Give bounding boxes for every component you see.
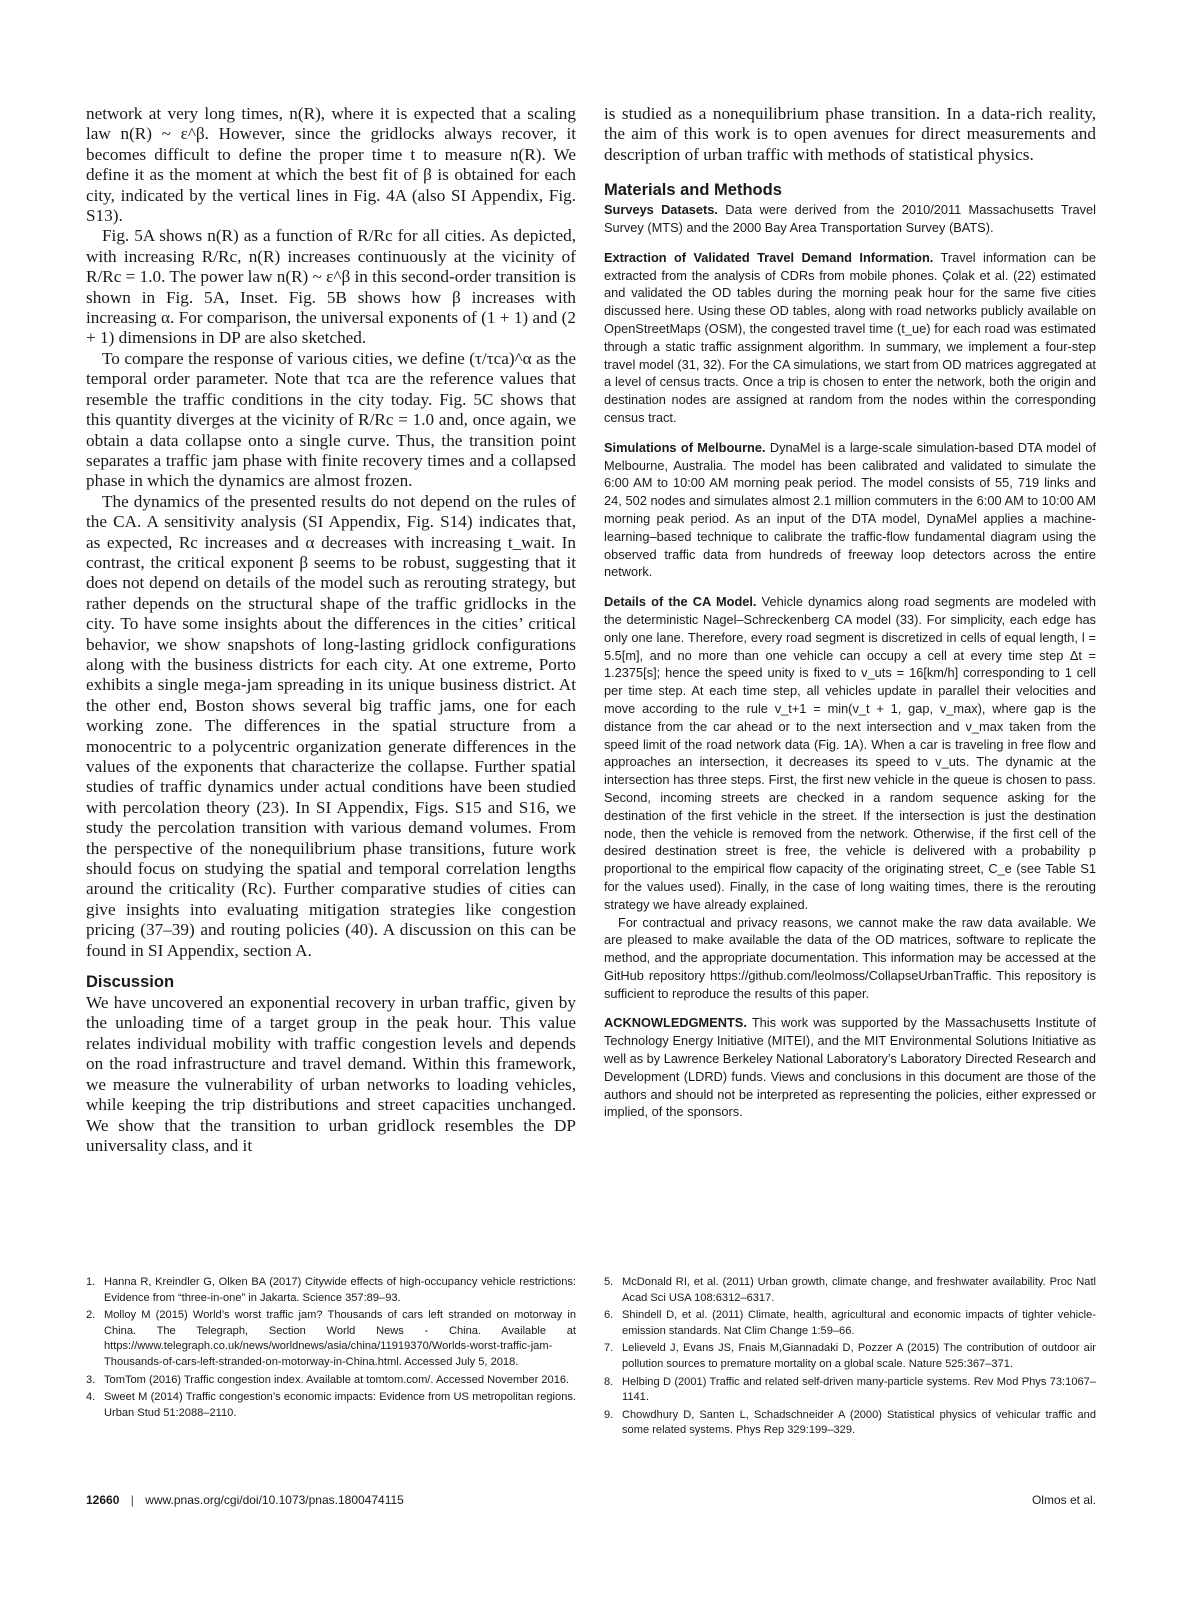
reference-item: 1. Hanna R, Kreindler G, Olken BA (2017) Citywide effects of high-occupancy vehicle restrictions: Evidence from “three-in-one” in Jakarta. Science 357:89–93.	[86, 1276, 576, 1304]
reference-item: 5. McDonald RI, et al. (2011) Urban growth, climate change, and freshwater availability. Proc Natl Acad Sci USA 108:6312–6317.	[604, 1276, 1096, 1304]
discussion-heading: Discussion	[86, 973, 175, 992]
reference-item: 2. Molloy M (2015) World’s worst traffic jam? Thousands of cars left stranded on motorway in China. The Telegraph, Section World News - China. Available at https://www.telegraph.co.uk/news/worldnews/asia/china/11919370/Worlds-worst-traffic-jam-Thousands-of-cars-left-stranded-on-motorway-in-China.html. Accessed July 5, 2018.	[86, 1309, 576, 1368]
surveys-paragraph	[604, 201, 1096, 237]
reference-item: 9. Chowdhury D, Santen L, Schadschneider A (2000) Statistical physics of vehicular traffic and some related systems. Phys Rep 329:199–329.	[604, 1408, 1096, 1437]
paragraph-discussion: We have uncovered an exponential recovery in urban traffic, given by the unloading time of a target group in the peak hour. This value relates individual mobility with traffic congestion levels and depends on the road infrastructure and travel demand. Within this framework, we measure the vulnerability of urban networks to loading vehicles, while keeping the trip distributions and street capacities unchanged. We show that the transition to urban gridlock resembles the DP universality class, and it	[86, 993, 576, 1155]
references-right	[604, 1275, 1096, 1441]
reference-item: 3. TomTom (2016) Traffic congestion index. Available at tomtom.com/. Accessed November 2016.	[86, 1373, 570, 1386]
melbourne-title: Simulations of Melbourne.	[604, 439, 766, 455]
extraction-title: Extraction of Validated Travel Demand Information.	[604, 249, 934, 265]
melbourne-paragraph	[604, 439, 1096, 581]
acknowledgments-paragraph	[604, 1014, 1096, 1121]
acknowledgments-title: ACKNOWLEDGMENTS.	[604, 1015, 747, 1031]
right-column	[604, 104, 1096, 1121]
melbourne-text: DynaMel is a large-scale simulation-based DTA model of Melbourne, Australia. The model has been calibrated and validated to simulate the 6:00 AM to 10:00 AM morning peak period. The model consists of 55, 719 links and 24, 502 nodes and simulates almost 2.1 million commuters in the 6:00 AM to 10:00 AM morning peak period. As an input of the DTA model, DynaMel applies a machine-learning–based technique to calibrate the traffic-flow fundamental diagram using the observed traffic data from hundreds of freeway loop detectors across the entire network.	[604, 439, 1097, 580]
reference-item: 7. Lelieveld J, Evans JS, Fnais M,Giannadaki D, Pozzer A (2015) The contribution of outdoor air pollution sources to premature mortality on a global scale. Nature 525:367–371.	[604, 1342, 1096, 1370]
reference-item: 6. Shindell D, et al. (2011) Climate, health, agricultural and economic impacts of tighter vehicle-emission standards. Nat Clim Change 1:59–66.	[604, 1309, 1096, 1337]
ca-model-text: Vehicle dynamics along road segments are modeled with the deterministic Nagel–Schreckenberg CA model (33). For simplicity, each edge has only one lane. Therefore, every road segment is discretized in cells of equal length, l = 5.5[m], and no more than one vehicle can occupy a cell at every time step Δt = 1.2375[s]; hence the speed unity is fixed to v_uts = 16[km/h] corresponding to 1 cell per time step. At each time step, all vehicles update in parallel their velocities and move according to the rule v_t+1 = min(v_t + 1, gap, v_max), where gap is the distance from the car ahead or to the next intersection and v_max taken from the speed limit of the road network data (Fig. 1A). When a car is traveling in free flow and approaches an intersection, it decreases its speed to v_uts. The dynamic at the intersection has three steps. First, the first new vehicle in the queue is chosen to pass. Second, incoming streets are checked in a random sequence asking for the destination of the first vehicle in the street. If the intersection is just the destination node, then the vehicle is removed from the network. Otherwise, if the first cell of the desired destination street is free, the vehicle is delivered with a probability p proportional to the empirical flow capacity of the originating street, C_e (see Table S1 for the values used). Finally, in the case of long waiting times, there is the rerouting strategy we have already explained.	[604, 594, 1096, 912]
acknowledgments-text: This work was supported by the Massachusetts Institute of Technology Energy Initiative (MITEI), and the MIT Environmental Solutions Initiative as well as by Lawrence Berkeley National Laboratory’s Laboratory Directed Research and Development (LDRD) funds. Views and conclusions in this document are those of the authors and should not be interpreted as representing the policies, either expressed or implied, of the sponsors.	[604, 1015, 1096, 1120]
ca-model-paragraph	[604, 593, 1096, 913]
reference-item: 8. Helbing D (2001) Traffic and related self-driven many-particle systems. Rev Mod Phys 73:1067–1141.	[604, 1375, 1096, 1404]
doi-link[interactable]: www.pnas.org/cgi/doi/10.1073/pnas.1800474115	[145, 1493, 404, 1507]
methods-heading: Materials and Methods	[604, 181, 782, 200]
page-footer	[86, 1493, 1096, 1507]
references-left	[86, 1275, 576, 1423]
footer-separator: |	[130, 1493, 134, 1507]
page-number: 12660	[86, 1493, 120, 1507]
paragraph-temporal-order: To compare the response of various cities, we define (τ/τca)^α as the temporal order parameter. Note that τca are the reference values that resemble the traffic conditions in the city today. Fig. 5C shows that this quantity diverges at the vicinity of R/Rc = 1.0 and, once again, we obtain a data collapse onto a single curve. Thus, the transition point separates a traffic jam phase with finite recovery times and a collapsed phase in which the dynamics are almost frozen.	[86, 348, 576, 491]
paragraph-sensitivity: The dynamics of the presented results do not depend on the rules of the CA. A sensitivity analysis (SI Appendix, Fig. S14) indicates that, as expected, Rc increases and α decreases with increasing t_wait. In contrast, the critical exponent β seems to be robust, suggesting that it does not depend on details of the model such as rerouting strategy, but rather depends on the structural shape of the traffic gridlocks in the city. To have some insights about the differences in the cities’ critical behavior, we show snapshots of long-lasting gridlock configurations along with the business districts for each city. At one extreme, Porto exhibits a single mega-jam spreading in its unique business district. At the other end, Boston shows several big traffic jams, one for each working zone. The differences in the spatial structure from a monocentric to a polycentric organization generate differences in the values of the exponents that characterize the collapse. Further spatial studies of traffic dynamics under actual conditions have been studied with percolation theory (23). In SI Appendix, Figs. S15 and S16, we study the percolation transition with various demand volumes. From the perspective of the nonequilibrium phase transitions, future work should focus on studying the spatial and temporal correlation lengths around the criticality (Rc). Further comparative studies of cities can give insights into evaluating mitigation strategies like congestion pricing (37–39) and routing policies (40). A discussion on this can be found in SI Appendix, section A.	[86, 491, 576, 960]
paragraph-scaling-law: network at very long times, n(R), where it is expected that a scaling law n(R) ~ ε^β. However, since the gridlocks always recover, it becomes difficult to define the proper time t to measure n(R). We define it as the moment at which the best fit of β is obtained for each city, indicated by the vertical lines in Fig. 4A (also SI Appendix, Fig. S13).	[86, 104, 576, 226]
reference-item: 4. Sweet M (2014) Traffic congestion’s economic impacts: Evidence from US metropolitan regions. Urban Stud 51:2088–2110.	[86, 1391, 576, 1419]
paragraph-continuation: is studied as a nonequilibrium phase transition. In a data-rich reality, the aim of this work is to open avenues for direct measurements and description of urban traffic with methods of statistical physics.	[604, 104, 1096, 164]
data-availability-paragraph: For contractual and privacy reasons, we cannot make the raw data available. We are pleased to make available the data of the OD matrices, software to replicate the method, and the appropriate documentation. This information may be accessed at the GitHub repository https://github.com/leolmoss/CollapseUrbanTraffic. This repository is sufficient to reproduce the results of this paper.	[604, 914, 1096, 1001]
left-column	[86, 104, 576, 1156]
running-authors: Olmos et al.	[1031, 1493, 1096, 1507]
extraction-text: Travel information can be extracted from the analysis of CDRs from mobile phones. Çolak et al. (22) estimated and validated the OD tables during the morning peak hour for the same five cities discussed here. Using these OD tables, along with road networks publicly available on OpenStreetMaps (OSM), the congested travel time (t_ue) for each road was estimated through a static traffic assignment algorithm. In summary, we implement a four-step travel model (31, 32). For the CA simulations, we start from OD matrices aggregated at a level of census tracts. Once a trip is chosen to enter the network, both the origin and destination nodes are assigned at random from the nodes within the corresponding census tract.	[604, 249, 1096, 425]
methods-body	[604, 201, 1096, 1121]
surveys-title: Surveys Datasets.	[604, 202, 718, 218]
surveys-text: Data were derived from the 2010/2011 Massachusetts Travel Survey (MTS) and the 2000 Bay Area Transportation Survey (BATS).	[604, 202, 1097, 236]
paragraph-fig5a: Fig. 5A shows n(R) as a function of R/Rc for all cities. As depicted, with increasing R/Rc, n(R) increases continuously at the vicinity of R/Rc = 1.0. The power law n(R) ~ ε^β in this second-order transition is shown in Fig. 5A, Inset. Fig. 5B shows how β increases with increasing α. For comparison, the universal exponents of (1 + 1) and (2 + 1) dimensions in DP are also sketched.	[86, 226, 576, 348]
extraction-paragraph	[604, 249, 1096, 427]
footer-left	[86, 1493, 404, 1507]
ca-model-title: Details of the CA Model.	[604, 594, 757, 610]
